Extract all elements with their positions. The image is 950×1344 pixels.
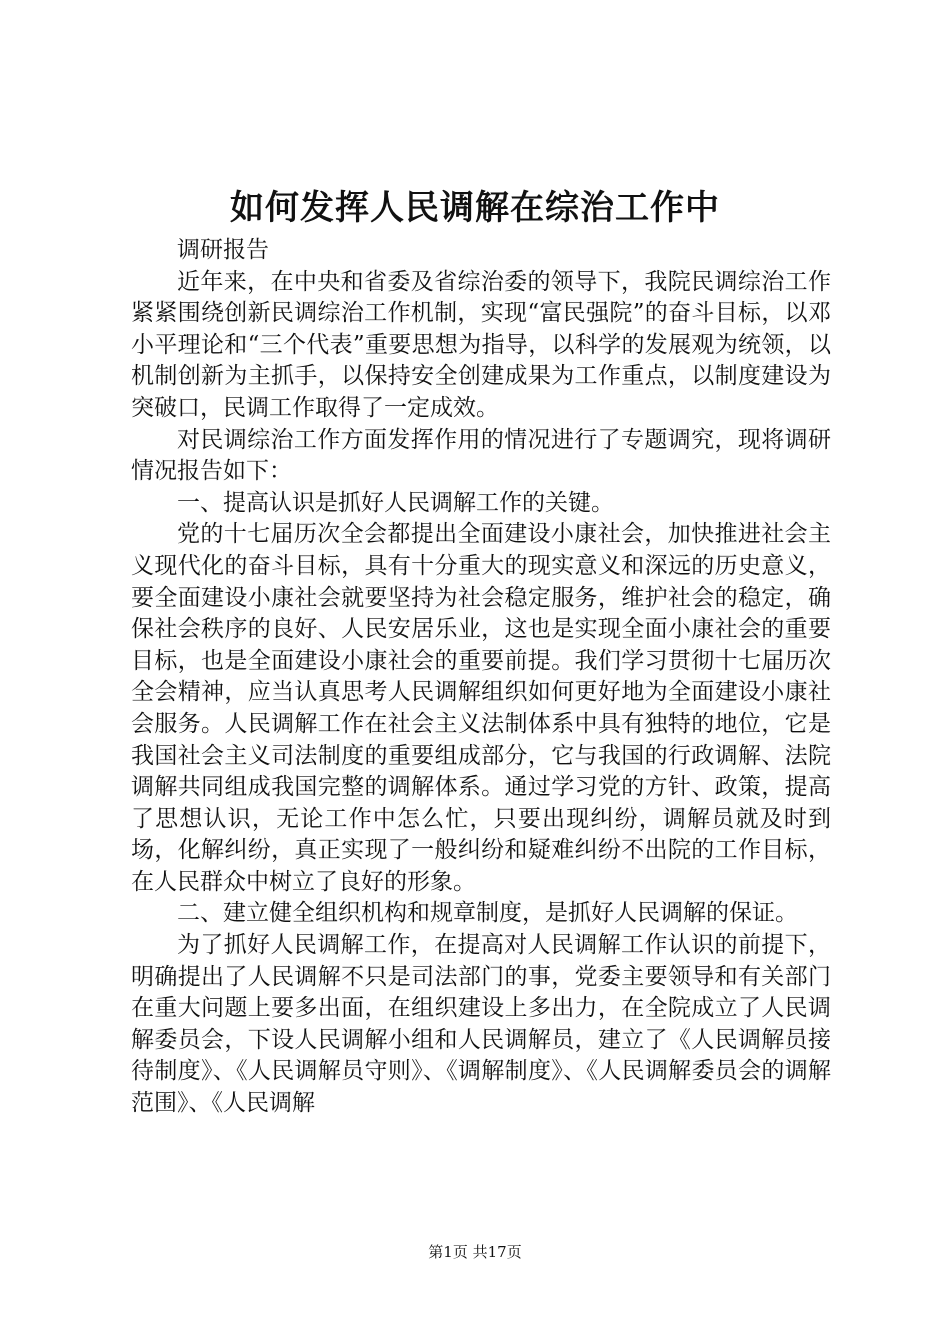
section-heading-1: 一、提高认识是抓好人民调解工作的关键。	[177, 489, 614, 516]
document-body	[131, 235, 831, 1120]
paragraph-intro: 近年来，在中央和省委及省综治委的领导下，我院民调综治工作紧紧围绕创新民调综治工作机制，实现“富民强院”的奋斗目标，以邓小平理论和“三个代表”重要思想为指导，以科学的发展观为统领，以机制创新为主抓手，以保持安全创建成果为工作重点，以制度建设为突破口，民调工作取得了一定成效。	[131, 268, 831, 421]
paragraph-section-1: 党的十七届历次全会都提出全面建设小康社会，加快推进社会主义现代化的奋斗目标，具有十分重大的现实意义和深远的历史意义，要全面建设小康社会就要坚持为社会稳定服务，维护社会的稳定，确保社会秩序的良好、人民安居乐业，这也是实现全面小康社会的重要目标，也是全面建设小康社会的重要前提。我们学习贯彻十七届历次全会精神，应当认真思考人民调解组织如何更好地为全面建设小康社会服务。人民调解工作在社会主义法制体系中具有独特的地位，它是我国社会主义司法制度的重要组成部分，它与我国的行政调解、法院调解共同组成我国完整的调解体系。通过学习党的方针、政策，提高了思想认识，无论工作中怎么忙，只要出现纠纷，调解员就及时到场，化解纠纷，真正实现了一般纠纷和疑难纠纷不出院的工作目标，在人民群众中树立了良好的形象。	[131, 521, 831, 895]
section-heading-2: 二、建立健全组织机构和规章制度，是抓好人民调解的保证。	[177, 900, 798, 927]
document-title: 如何发挥人民调解在综治工作中	[230, 188, 720, 228]
page-footer: 第1页 共17页	[428, 1243, 522, 1261]
paragraph-report-lead: 对民调综治工作方面发挥作用的情况进行了专题调究，现将调研情况报告如下：	[131, 426, 831, 485]
paragraph-subtitle: 调研报告	[177, 237, 269, 263]
paragraph-section-2: 为了抓好人民调解工作，在提高对人民调解工作认识的前提下，明确提出了人民调解不只是司法部门的事，党委主要领导和有关部门在重大问题上要多出面，在组织建设上多出力，在全院成立了人民调解委员会，下设人民调解小组和人民调解员，建立了《人民调解员接待制度》、《人民调解员守则》、《调解制度》、《人民调解委员会的调解范围》、《人民调解	[131, 932, 831, 1117]
